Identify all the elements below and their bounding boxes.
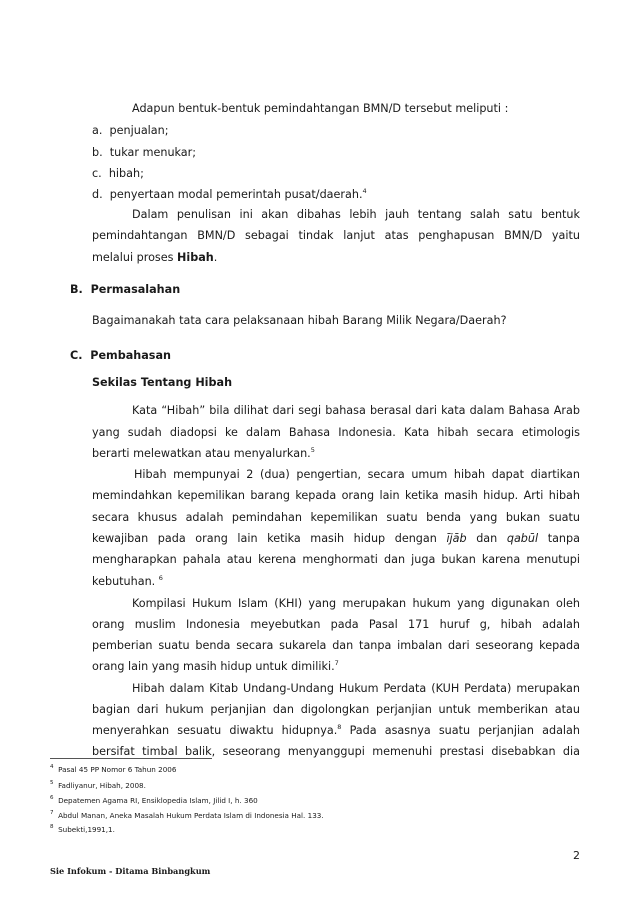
list-text: tukar menukar;	[109, 146, 197, 159]
section-heading-b	[70, 283, 180, 297]
text-run: tanpa	[538, 532, 580, 545]
footnote-text: Fadliyanur, Hibah, 2008.	[58, 781, 146, 790]
footnote-number: 7	[50, 810, 54, 816]
footnote	[50, 781, 146, 790]
footnote-ref: 6	[158, 574, 163, 582]
list-marker: b.	[92, 146, 103, 159]
list-text: penjualan;	[109, 124, 169, 137]
footnote-text: Depatemen Agama RI, Ensiklopedia Islam, Jilid I, h. 360	[58, 796, 258, 805]
footnote-number: 8	[50, 824, 54, 830]
body-line	[92, 532, 580, 546]
body-line	[92, 575, 163, 589]
body-line: Hibah dalam Kitab Undang-Undang Hukum Perdata (KUH Perdata) merupakan	[132, 682, 580, 695]
list-item	[92, 146, 196, 160]
body-line	[92, 724, 580, 738]
body-line: Dalam penulisan ini akan dibahas lebih jauh tentang salah satu bentuk	[132, 208, 580, 221]
text-run: kebutuhan.	[92, 575, 159, 588]
body-line	[92, 251, 217, 265]
footnote	[50, 765, 176, 774]
body-line: secara khusus adalah pemindahan kepemilikan suatu benda yang bukan suatu	[92, 511, 580, 524]
page-number: 2	[573, 849, 580, 862]
footnote-ref: 4	[362, 187, 367, 195]
text-run: dan	[466, 532, 507, 545]
footnote-ref: 8	[337, 723, 342, 731]
footnote-ref: 5	[310, 446, 315, 454]
body-line: mengharapkan pahala atau kerena menghormati dan juga bukan karena menutupi	[92, 553, 580, 566]
footnote-text: Pasal 45 PP Nomor 6 Tahun 2006	[58, 765, 177, 774]
list-marker: a.	[92, 124, 103, 137]
body-line: Kata “Hibah” bila dilihat dari segi bahasa berasal dari kata dalam Bahasa Arab	[132, 404, 580, 417]
body-line: pemberian suatu benda secara sukarela dan tanpa imbalan dari seseorang kepada	[92, 639, 580, 652]
section-letter: B.	[70, 283, 83, 296]
footnote	[50, 796, 258, 805]
text-run: Pada asasnya suatu perjanjian adalah	[341, 724, 580, 737]
body-line: yang sudah diadopsi ke dalam Bahasa Indonesia. Kata hibah secara etimologis	[92, 426, 580, 439]
footnote-divider	[50, 758, 212, 759]
text-run: melalui proses	[92, 251, 178, 264]
footnote	[50, 811, 324, 820]
body-line: bagian dari hukum perjanjian dan digolongkan perjanjian untuk memberikan atau	[92, 703, 580, 716]
body-line: Hibah mempunyai 2 (dua) pengertian, secara umum hibah dapat diartikan	[134, 468, 580, 481]
list-text: penyertaan modal pemerintah pusat/daerah.	[109, 188, 363, 201]
list-item	[92, 167, 144, 181]
body-line: orang muslim Indonesia meyebutkan pada Pasal 171 huruf g, hibah adalah	[92, 618, 580, 631]
intro-line: Adapun bentuk-bentuk pemindahtangan BMN/D tersebut meliputi :	[132, 102, 509, 115]
footnote-text: Abdul Manan, Aneka Masalah Hukum Perdata Islam di Indonesia Hal. 133.	[58, 811, 324, 820]
section-title: Pembahasan	[90, 349, 171, 362]
footnote-number: 6	[50, 795, 54, 801]
body-line	[92, 447, 315, 461]
list-marker: d.	[92, 188, 103, 201]
text-run: kewajiban pada orang lain ketika masih hidup dengan	[92, 532, 447, 545]
footnote-text: Subekti,1991,1.	[58, 825, 115, 834]
body-line: bersifat timbal balik, seseorang menyanggupi memenuhi prestasi disebabkan dia	[92, 745, 580, 758]
footnote-number: 4	[50, 764, 54, 770]
footnote-number: 5	[50, 780, 54, 786]
problem-statement: Bagaimanakah tata cara pelaksanaan hibah Barang Milik Negara/Daerah?	[92, 314, 507, 327]
body-line: memindahkan kepemilikan barang kepada orang lain ketika masih hidup. Arti hibah	[92, 489, 580, 502]
list-item	[92, 188, 367, 202]
section-heading-c	[70, 349, 171, 363]
list-marker: c.	[92, 167, 102, 180]
italic-term: qabūl	[506, 532, 539, 545]
body-line: pemindahtangan BMN/D sebagai tindak lanjut atas penghapusan BMN/D yaitu	[92, 229, 580, 242]
page-footer: Sie Infokum - Ditama Binbangkum	[50, 866, 211, 876]
footnote-ref: 7	[334, 659, 339, 667]
body-line	[92, 660, 339, 674]
list-item	[92, 124, 169, 138]
section-letter: C.	[70, 349, 83, 362]
section-title: Permasalahan	[90, 283, 181, 296]
text-run: menyerahkan sesuatu diwaktu hidupnya.	[92, 724, 338, 737]
footnote	[50, 825, 115, 834]
italic-term: ījāb	[446, 532, 467, 545]
body-line: Kompilasi Hukum Islam (KHI) yang merupakan hukum yang digunakan oleh	[132, 597, 580, 610]
bold-term: Hibah	[177, 251, 214, 264]
text-run: berarti melewatkan atau menyalurkan.	[92, 447, 311, 460]
text-run: orang lain yang masih hidup untuk dimiliki.	[92, 660, 335, 673]
sub-heading: Sekilas Tentang Hibah	[92, 376, 233, 389]
text-run: .	[213, 251, 218, 264]
list-text: hibah;	[108, 167, 144, 180]
